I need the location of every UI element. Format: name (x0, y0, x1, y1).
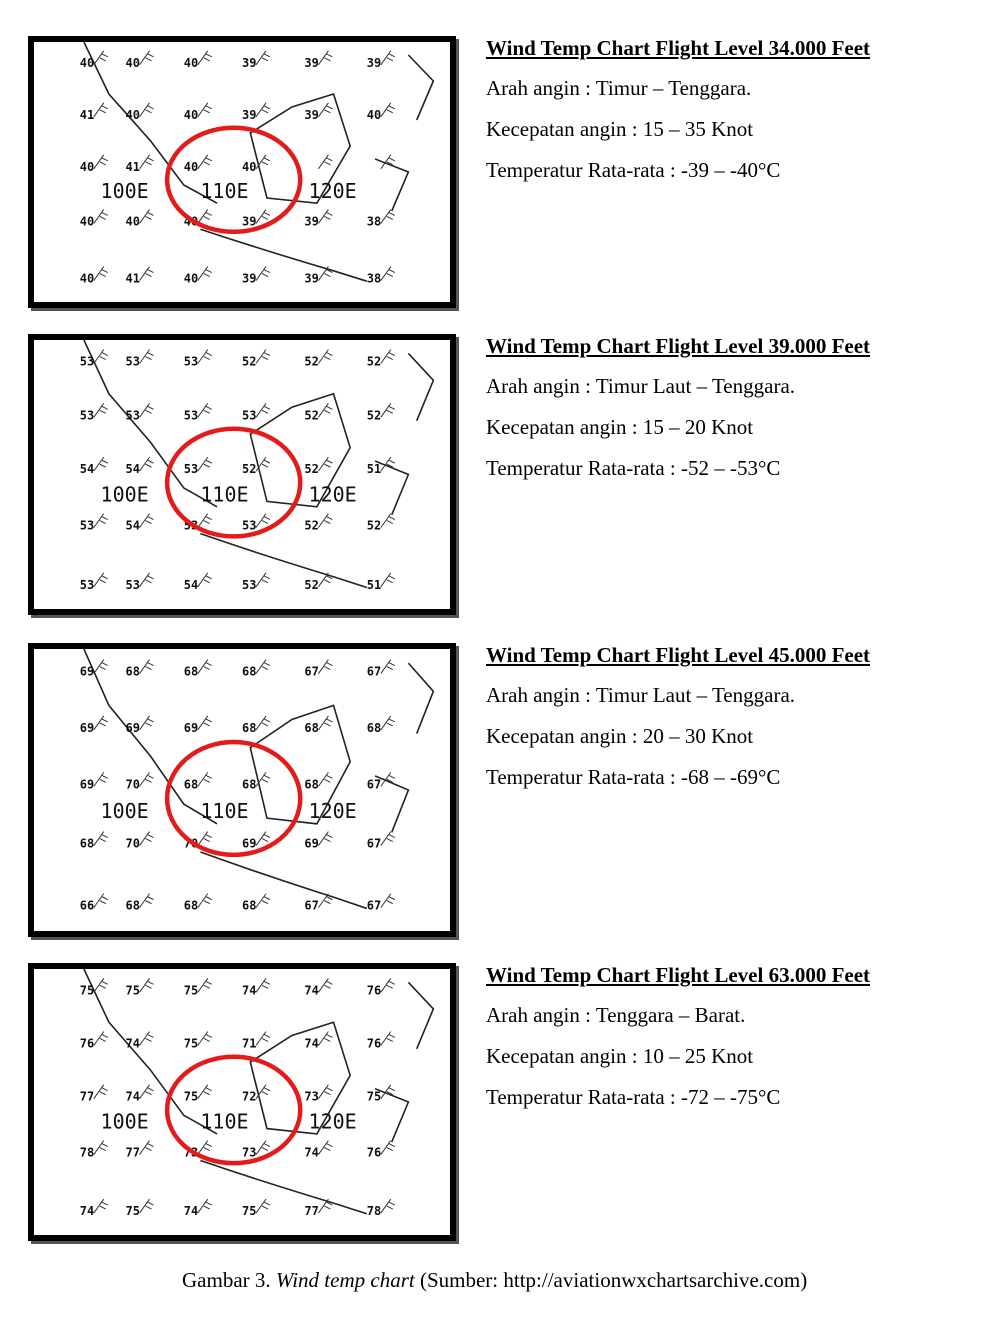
wind-barb (256, 660, 270, 674)
wind-barb (94, 51, 108, 65)
longitude-label: 100E (100, 799, 149, 824)
wind-barb (198, 660, 212, 674)
temp-value: 53 (79, 354, 95, 369)
temp-value: 74 (125, 1036, 140, 1051)
wind-barb (318, 209, 332, 223)
wind-barb (140, 267, 154, 281)
temp-value: 72 (242, 1089, 257, 1104)
temp-value: 74 (79, 1204, 95, 1219)
temp-value: 69 (79, 777, 95, 792)
wind-barb (94, 1199, 108, 1213)
wind-speed: Kecepatan angin : 15 – 35 Knot (486, 117, 754, 141)
temp-value: 69 (304, 836, 319, 851)
temp-value: 67 (366, 836, 382, 851)
wind-speed: Kecepatan angin : 15 – 20 Knot (486, 415, 754, 439)
temp-value: 52 (304, 462, 319, 477)
wind-barb (256, 209, 270, 223)
temp-value: 75 (242, 1204, 257, 1219)
temp-value: 68 (79, 836, 95, 851)
wind-barb (381, 1141, 395, 1155)
chart-title: Wind Temp Chart Flight Level 34.000 Feet (486, 36, 871, 60)
temp-value: 38 (366, 214, 382, 229)
temp-value: 69 (125, 720, 140, 735)
temp-value: 68 (242, 898, 257, 913)
wind-barb (140, 1199, 154, 1213)
wind-barb (256, 103, 270, 117)
temp-value: 40 (79, 214, 95, 229)
chart-description (486, 643, 956, 806)
temp-value: 41 (125, 159, 140, 174)
temp-value: 53 (125, 577, 140, 592)
temp-value: 67 (304, 898, 319, 913)
wind-barb (140, 1085, 154, 1099)
wind-barb (140, 51, 154, 65)
wind-barb (256, 267, 270, 281)
chart-description (486, 334, 956, 497)
temp-value: 40 (183, 55, 199, 70)
wind-barb (256, 1141, 270, 1155)
temp-value: 40 (79, 159, 95, 174)
temp-value: 67 (304, 664, 319, 679)
wind-barb (94, 573, 108, 587)
temp-value: 52 (304, 518, 319, 533)
temp-value: 74 (304, 1145, 319, 1160)
temp-value: 67 (366, 777, 382, 792)
wind-barb (140, 772, 154, 786)
temp-value: 68 (183, 664, 199, 679)
temp-value: 78 (366, 1204, 382, 1219)
temp-value: 68 (242, 664, 257, 679)
wind-speed: Kecepatan angin : 20 – 30 Knot (486, 724, 754, 748)
wind-direction: Arah angin : Timur Laut – Tenggara. (486, 374, 796, 398)
wind-barb (256, 832, 270, 846)
longitude-label: 120E (308, 1109, 357, 1134)
temp-value: 40 (183, 271, 199, 286)
coastline-java (200, 534, 366, 588)
temp-value: 69 (79, 664, 95, 679)
wind-barb (381, 716, 395, 730)
wind-barb (140, 573, 154, 587)
wind-barb (256, 1199, 270, 1213)
temp-value: 39 (304, 55, 319, 70)
wind-barb (198, 51, 212, 65)
temp-value: 40 (125, 107, 140, 122)
wind-barb (94, 514, 108, 528)
wind-barb (318, 103, 332, 117)
wind-barb (198, 155, 212, 169)
wind-direction: Arah angin : Timur – Tenggara. (486, 76, 752, 100)
chart-panel-2 (0, 334, 1000, 634)
temp-value: 74 (304, 983, 319, 998)
longitude-label: 110E (200, 482, 249, 507)
wind-barb (318, 514, 332, 528)
wind-barb (381, 978, 395, 992)
wind-temp-map (28, 643, 456, 937)
temp-value: 52 (304, 408, 319, 423)
wind-barb (256, 51, 270, 65)
temp-value: 39 (304, 271, 319, 286)
wind-barb (381, 1199, 395, 1213)
wind-barb (94, 350, 108, 364)
wind-direction: Arah angin : Timur Laut – Tenggara. (486, 683, 796, 707)
wind-barb (140, 1031, 154, 1045)
temp-value: 39 (366, 55, 382, 70)
wind-temp-map (28, 963, 456, 1241)
wind-barb (318, 1031, 332, 1045)
temp-value: 71 (242, 1036, 257, 1051)
caption-prefix: Gambar 3. (182, 1268, 276, 1292)
temp-value: 68 (304, 720, 319, 735)
chart-title: Wind Temp Chart Flight Level 63.000 Feet (486, 963, 871, 987)
wind-barb (318, 716, 332, 730)
wind-barb (140, 832, 154, 846)
wind-barb (198, 832, 212, 846)
wind-barb (94, 1085, 108, 1099)
wind-barb (256, 894, 270, 908)
wind-barb (94, 267, 108, 281)
temp-value: 67 (366, 898, 382, 913)
temp-value: 54 (183, 577, 199, 592)
temp-value: 53 (125, 354, 140, 369)
wind-barb (318, 1085, 332, 1099)
wind-barb (381, 894, 395, 908)
wind-barb (318, 832, 332, 846)
wind-barb (198, 350, 212, 364)
wind-barb (140, 350, 154, 364)
temp-value: 53 (79, 577, 95, 592)
wind-barb (94, 772, 108, 786)
temp-value: 54 (125, 518, 140, 533)
temp-value: 69 (242, 836, 257, 851)
temp-value: 39 (242, 107, 257, 122)
temp-value: 69 (183, 720, 199, 735)
longitude-label: 120E (308, 482, 357, 507)
temp-value: 68 (183, 777, 199, 792)
wind-barb (94, 209, 108, 223)
temp-value: 40 (183, 159, 199, 174)
wind-barb (140, 978, 154, 992)
wind-barb (198, 267, 212, 281)
wind-barb (318, 403, 332, 417)
wind-barb (381, 403, 395, 417)
wind-barb (198, 573, 212, 587)
wind-temp-map (28, 334, 456, 615)
wind-barb (94, 978, 108, 992)
wind-barb (381, 267, 395, 281)
longitude-label: 100E (100, 1109, 149, 1134)
temp-value: 75 (125, 1204, 140, 1219)
temp-value: 70 (183, 836, 199, 851)
coastline-java (200, 852, 366, 908)
temp-value: 41 (125, 271, 140, 286)
temp-value: 52 (366, 408, 382, 423)
temp-value: 54 (79, 462, 95, 477)
temp-value: 77 (304, 1204, 319, 1219)
temp-value: 38 (366, 271, 382, 286)
temp-value: 39 (304, 214, 319, 229)
map-graphic (34, 649, 450, 931)
wind-barb (381, 103, 395, 117)
wind-barb (318, 1141, 332, 1155)
temp-value: 77 (125, 1145, 140, 1160)
temp-value: 75 (125, 983, 140, 998)
wind-barb (94, 403, 108, 417)
wind-barb (256, 403, 270, 417)
temp-value: 53 (242, 518, 257, 533)
wind-barb (198, 978, 212, 992)
temp-value: 40 (125, 55, 140, 70)
temp-value: 75 (183, 1089, 199, 1104)
wind-barb (198, 403, 212, 417)
temp-value: 40 (79, 271, 95, 286)
wind-barb (140, 457, 154, 471)
wind-barb (140, 514, 154, 528)
coastline-java (200, 229, 366, 281)
chart-panel-3 (0, 643, 1000, 943)
temp-value: 53 (79, 518, 95, 533)
temp-value: 39 (242, 271, 257, 286)
temp-value: 68 (125, 664, 140, 679)
temp-value: 76 (366, 983, 382, 998)
wind-barb (198, 894, 212, 908)
wind-barb (140, 103, 154, 117)
temp-value: 52 (304, 577, 319, 592)
temp-value: 70 (125, 777, 140, 792)
temp-value: 76 (366, 1036, 382, 1051)
temp-value: 73 (304, 1089, 319, 1104)
temp-value: 76 (79, 1036, 95, 1051)
wind-barb (381, 832, 395, 846)
average-temperature: Temperatur Rata-rata : -68 – -69°C (486, 765, 781, 789)
temp-value: 75 (79, 983, 95, 998)
temp-value: 53 (183, 354, 199, 369)
map-graphic (34, 969, 450, 1235)
coastline-east (375, 982, 433, 1142)
wind-barb (318, 51, 332, 65)
temp-value: 40 (366, 107, 382, 122)
wind-barb (140, 894, 154, 908)
wind-barb (381, 573, 395, 587)
wind-barb (381, 660, 395, 674)
wind-barb (94, 832, 108, 846)
chart-title: Wind Temp Chart Flight Level 45.000 Feet (486, 643, 871, 667)
temp-value: 75 (366, 1089, 382, 1104)
wind-barb (256, 350, 270, 364)
temp-value: 51 (366, 462, 382, 477)
wind-barb (198, 514, 212, 528)
temp-value: 53 (183, 462, 199, 477)
temp-value: 69 (79, 720, 95, 735)
temp-value: 53 (242, 408, 257, 423)
temp-value: 52 (242, 354, 257, 369)
wind-barb (94, 155, 108, 169)
temp-value: 53 (183, 518, 199, 533)
temp-value: 73 (183, 1145, 199, 1160)
wind-barb (140, 209, 154, 223)
wind-barb (140, 660, 154, 674)
temp-value: 68 (125, 898, 140, 913)
average-temperature: Temperatur Rata-rata : -72 – -75°C (486, 1085, 781, 1109)
chart-description (486, 963, 956, 1126)
wind-barb (256, 978, 270, 992)
wind-barb (94, 716, 108, 730)
average-temperature: Temperatur Rata-rata : -39 – -40°C (486, 158, 781, 182)
map-graphic (34, 340, 450, 609)
wind-barb (94, 894, 108, 908)
temp-value: 78 (79, 1145, 95, 1160)
coastline-east (375, 663, 433, 832)
caption-italic: Wind temp chart (275, 1268, 415, 1292)
wind-barb (198, 209, 212, 223)
wind-barb (381, 514, 395, 528)
temp-value: 41 (79, 107, 95, 122)
wind-barb (198, 1085, 212, 1099)
temp-value: 39 (242, 214, 257, 229)
caption-source: (Sumber: http://aviationwxchartsarchive.com) (414, 1268, 808, 1292)
wind-barb (381, 1031, 395, 1045)
temp-value: 76 (366, 1145, 382, 1160)
temp-value: 74 (125, 1089, 140, 1104)
temp-value: 52 (304, 354, 319, 369)
wind-barb (318, 155, 332, 169)
wind-direction: Arah angin : Tenggara – Barat. (486, 1003, 746, 1027)
wind-barb (381, 51, 395, 65)
wind-barb (94, 457, 108, 471)
wind-barb (198, 457, 212, 471)
wind-barb (256, 514, 270, 528)
temp-value: 74 (242, 983, 257, 998)
chart-description (486, 36, 956, 199)
temp-value: 39 (242, 55, 257, 70)
coastline-java (200, 1161, 366, 1214)
temp-value: 74 (183, 1204, 199, 1219)
coastline-east (375, 55, 433, 211)
longitude-label: 110E (200, 1109, 249, 1134)
temp-value: 68 (242, 720, 257, 735)
temp-value: 75 (183, 1036, 199, 1051)
temp-value: 52 (366, 518, 382, 533)
wind-speed: Kecepatan angin : 10 – 25 Knot (486, 1044, 754, 1068)
temp-value: 68 (183, 898, 199, 913)
wind-barb (318, 350, 332, 364)
wind-barb (94, 660, 108, 674)
temp-value: 70 (125, 836, 140, 851)
wind-barb (94, 103, 108, 117)
chart-panel-4 (0, 963, 1000, 1263)
wind-barb (318, 457, 332, 471)
longitude-label: 100E (100, 482, 149, 507)
wind-barb (256, 716, 270, 730)
temp-value: 54 (125, 462, 140, 477)
longitude-label: 110E (200, 179, 249, 203)
temp-value: 74 (304, 1036, 319, 1051)
longitude-label: 120E (308, 179, 357, 203)
temp-value: 52 (366, 354, 382, 369)
wind-barb (198, 772, 212, 786)
map-graphic (34, 42, 450, 302)
wind-barb (140, 155, 154, 169)
temp-value: 40 (183, 214, 199, 229)
wind-barb (198, 1031, 212, 1045)
wind-barb (140, 403, 154, 417)
wind-barb (94, 1031, 108, 1045)
wind-barb (140, 1141, 154, 1155)
longitude-label: 120E (308, 799, 357, 824)
average-temperature: Temperatur Rata-rata : -52 – -53°C (486, 456, 781, 480)
temp-value: 39 (304, 107, 319, 122)
chart-title: Wind Temp Chart Flight Level 39.000 Feet (486, 334, 871, 358)
temp-value: 68 (242, 777, 257, 792)
temp-value: 75 (183, 983, 199, 998)
longitude-label: 100E (100, 179, 149, 203)
temp-value: 40 (183, 107, 199, 122)
wind-barb (381, 350, 395, 364)
temp-value: 40 (125, 214, 140, 229)
temp-value: 66 (79, 898, 95, 913)
wind-temp-map (28, 36, 456, 308)
figure-caption (182, 1268, 807, 1293)
longitude-label: 110E (200, 799, 249, 824)
wind-barb (198, 1199, 212, 1213)
wind-barb (198, 716, 212, 730)
wind-barb (94, 1141, 108, 1155)
temp-value: 68 (366, 720, 382, 735)
wind-barb (198, 103, 212, 117)
chart-panel-1 (0, 36, 1000, 336)
temp-value: 73 (242, 1145, 257, 1160)
temp-value: 51 (366, 577, 382, 592)
wind-barb (381, 209, 395, 223)
wind-barb (140, 716, 154, 730)
temp-value: 53 (183, 408, 199, 423)
wind-barb (198, 1141, 212, 1155)
temp-value: 52 (242, 462, 257, 477)
wind-barb (318, 978, 332, 992)
temp-value: 67 (366, 664, 382, 679)
temp-value: 40 (242, 159, 257, 174)
wind-barb (318, 772, 332, 786)
wind-barb (256, 573, 270, 587)
wind-barb (318, 660, 332, 674)
coastline-east (375, 353, 433, 514)
temp-value: 53 (79, 408, 95, 423)
temp-value: 53 (125, 408, 140, 423)
wind-barb (256, 1031, 270, 1045)
temp-value: 53 (242, 577, 257, 592)
temp-value: 40 (79, 55, 95, 70)
temp-value: 68 (304, 777, 319, 792)
temp-value: 77 (79, 1089, 95, 1104)
